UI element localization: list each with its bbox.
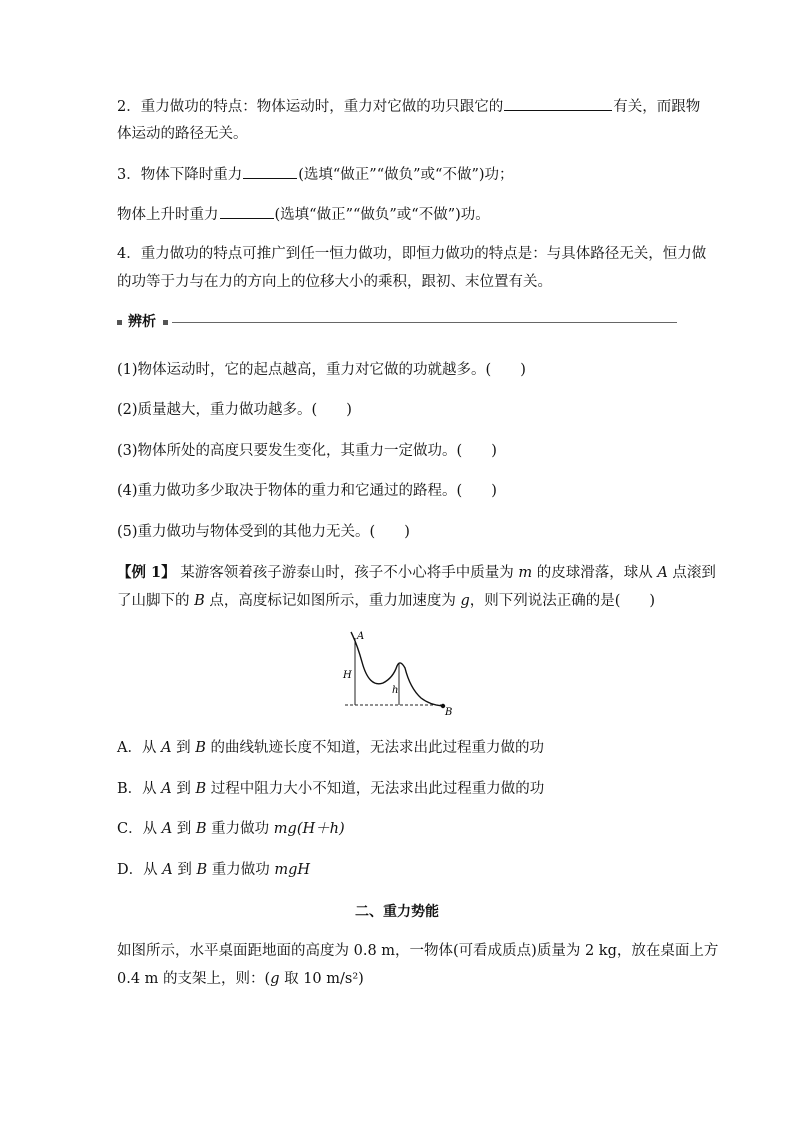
option-text: 到 <box>171 740 196 756</box>
option-text: D．从 <box>117 862 163 878</box>
intro-text: 0.4 m 的支架上，则：( <box>117 971 271 987</box>
bullet-icon <box>117 320 122 325</box>
paragraph-4-line-1 <box>117 244 706 264</box>
judge-item-1: (1)物体运动时，它的起点越高，重力对它做的功就越多。( ) <box>117 362 526 378</box>
var-A: A <box>162 862 173 878</box>
p3b-text-b: (选填“做正”“做负”或“不做”)功。 <box>274 207 490 223</box>
option-a[interactable] <box>117 738 544 758</box>
example-1-line-2 <box>117 591 655 611</box>
slope-figure <box>335 626 460 720</box>
p4-text-a: 4．重力做功的特点可推广到任一恒力做功，即恒力做功的特点是：与具体路径无关，恒力做 <box>117 246 707 262</box>
label-B: B <box>445 707 453 718</box>
paragraph-4-line-2 <box>117 272 552 292</box>
var-A: A <box>161 781 172 797</box>
formula: mgH <box>274 862 311 878</box>
var-B: B <box>195 781 207 797</box>
example-text: 点，高度标记如图所示，重力加速度为 <box>204 593 461 609</box>
label-H: H <box>343 670 352 681</box>
section-divider <box>172 322 677 323</box>
example-tag: 【例 1】 <box>117 564 176 581</box>
example-text: 某游客领着孩子游泰山时，孩子不小心将手中质量为 <box>175 565 519 581</box>
example-1-line-1 <box>117 563 716 583</box>
example-text: 了山脚下的 <box>117 593 195 609</box>
var-A: A <box>657 565 668 581</box>
var-B: B <box>194 593 205 609</box>
paragraph-2-line-2 <box>117 124 248 144</box>
section-header-analysis <box>117 312 677 334</box>
option-b[interactable] <box>117 779 544 799</box>
example-text: ，则下列说法正确的是( ) <box>469 593 656 609</box>
bullet-icon <box>163 320 168 325</box>
option-c[interactable] <box>117 819 345 839</box>
p3-text-a: 3．物体下降时重力 <box>117 167 243 183</box>
p3b-text-a: 物体上升时重力 <box>117 207 219 223</box>
var-B: B <box>195 821 207 837</box>
example-text: 的皮球滑落，球从 <box>532 565 658 581</box>
var-A: A <box>161 740 172 756</box>
option-d[interactable] <box>117 860 310 880</box>
formula: mg(H＋h) <box>273 821 345 837</box>
option-text: 重力做功 <box>206 821 274 837</box>
option-text: 到 <box>171 781 196 797</box>
var-g: g <box>270 971 280 987</box>
p2-text-c: 体运动的路径无关。 <box>117 126 248 142</box>
option-text: C．从 <box>117 821 162 837</box>
var-B: B <box>196 862 208 878</box>
option-text: 到 <box>172 821 196 837</box>
option-text: 的曲线轨迹长度不知道，无法求出此过程重力做的功 <box>205 740 545 756</box>
judge-item-5: (5)重力做功与物体受到的其他力无关。( ) <box>117 524 410 540</box>
paragraph-3-line-1 <box>117 164 514 185</box>
section-2-title: 二、重力势能 <box>355 904 439 920</box>
p2-text-a: 2．重力做功的特点：物体运动时，重力对它做的功只跟它的 <box>117 99 504 115</box>
intro-text: 如图所示，水平桌面距地面的高度为 0.8 m，一物体(可看成质点)质量为 2 kg，放在桌面上方 <box>117 943 719 959</box>
paragraph-2-line-1 <box>117 96 700 117</box>
judge-item-2: (2)质量越大，重力做功越多。( ) <box>117 402 352 418</box>
option-text: 到 <box>172 862 197 878</box>
judge-item-3: (3)物体所处的高度只要发生变化，其重力一定做功。( ) <box>117 443 497 459</box>
var-A: A <box>161 821 173 837</box>
answer-blank[interactable] <box>504 96 612 111</box>
p2-text-b: 有关，而跟物 <box>613 99 701 115</box>
intro-line-2 <box>117 969 364 989</box>
example-text: 点滚到 <box>667 565 716 581</box>
section-label: 辨析 <box>128 314 156 330</box>
var-B: B <box>195 740 206 756</box>
label-A: A <box>357 631 365 642</box>
var-g: g <box>460 593 470 609</box>
p3-text-b: (选填“做正”“做负”或“不做”)功； <box>298 167 514 183</box>
judge-item-4: (4)重力做功多少取决于物体的重力和它通过的路程。( ) <box>117 483 497 499</box>
answer-blank[interactable] <box>220 204 274 219</box>
p4-text-b: 的功等于力与在力的方向上的位移大小的乘积，跟初、末位置有关。 <box>117 274 552 290</box>
option-text: 过程中阻力大小不知道，无法求出此过程重力做的功 <box>206 781 545 797</box>
option-text: B．从 <box>117 781 162 797</box>
option-text: 重力做功 <box>207 862 275 878</box>
label-h: h <box>392 685 399 696</box>
option-text: A．从 <box>117 740 162 756</box>
answer-blank[interactable] <box>243 164 297 179</box>
intro-text: 取 10 m/s²) <box>279 971 364 987</box>
intro-line-1 <box>117 941 718 961</box>
var-m: m <box>518 565 533 581</box>
paragraph-3-line-2 <box>117 204 490 225</box>
